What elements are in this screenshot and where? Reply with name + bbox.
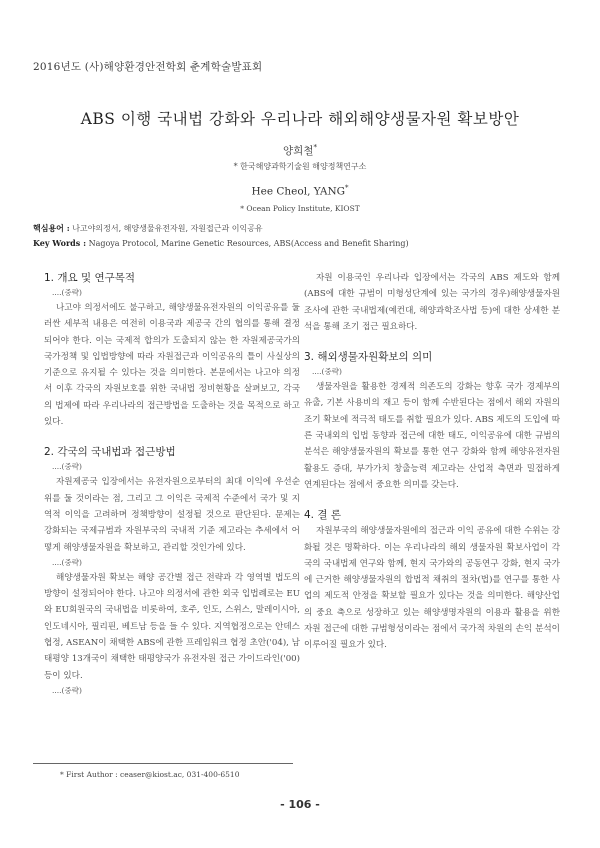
keywords-ko-text: 나고야의정서, 해양생물유전자원, 자원접근과 이익공유 <box>72 224 263 233</box>
section-3-note: ....(중략) <box>312 367 342 377</box>
section-2-note-2: ....(중략) <box>52 557 82 567</box>
keywords-en <box>33 238 409 248</box>
keywords-ko <box>33 223 263 234</box>
section-3-heading: 3. 해외생물자원확보의 의미 <box>304 351 433 364</box>
section-1-note: ....(중략) <box>52 288 82 297</box>
page-number: - 106 - <box>280 798 320 811</box>
section-4-heading: 4. 결 론 <box>304 509 341 522</box>
affiliation-en: * Ocean Policy Institute, KIOST <box>240 204 360 213</box>
left-column <box>44 270 300 698</box>
paper-title: ABS 이행 국내법 강화와 우리나라 해외해양생물자원 확보방안 <box>80 110 520 128</box>
section-2-note-1: ....(중략) <box>52 462 82 472</box>
conference-header: 2016년도 (사)해양환경안전학회 춘계학술발표회 <box>33 61 263 73</box>
section-3-paragraph: 생물자원을 활용한 경제적 의존도의 강화는 향후 국가 경제부의 유출, 기본 사용비의 재고 등이 함께 수반된다는 점에서 해외 자원의 조기 확보에 적극적 태도를 취할 필요가 있다. ABS 제도의 도입에 따른 국내외의 입법 동향과 접근에 대한 태도, 이익공유에 대한 규범의 분석은 해양생물자원의 확보를 통한 연구 강화와 함께 해양유전자원 활용도 증대, 부가가치 창출능력 제고라는 산업적 측면과 밀접하게 연계된다는 점에서 중요한 의미를 갖는다. <box>304 382 560 490</box>
author-name-ko <box>0 143 600 158</box>
author-name-en <box>0 184 600 198</box>
author-mark-en: * <box>345 184 349 192</box>
keywords-en-label: Key Words : <box>33 238 87 248</box>
section-2-note-3: ....(중략) <box>52 685 82 695</box>
affiliation-ko: * 한국해양과학기술원 해양정책연구소 <box>233 162 367 171</box>
author-name-en-text: Hee Cheol, YANG <box>251 185 346 198</box>
section-2-paragraph-2: 해양생물자원 확보는 해양 공간별 접근 전략과 각 영역별 법도의 방향이 설정되어야 한다. 나고야 의정서에 관한 외국 입법례로는 EU와 EU회원국의 국내법을 비롯하여, 호주, 인도, 스위스, 말레이시아, 인도네시아, 필리핀, 베트남 등을 들 수 있다. 지역협정으로는 안데스협정, ASEAN이 채택한 ABS에 관한 프레임워크 협정 초안('04), 남태평양 13개국이 채택한 태평양국가 유전자원 접근 가이드라인('00) 등이 있다. <box>44 572 300 681</box>
keywords-ko-label: 핵심용어 : <box>33 223 70 233</box>
keywords-en-text: Nagoya Protocol, Marine Genetic Resources, ABS(Access and Benefit Sharing) <box>88 239 409 248</box>
footnote: * First Author : ceaser@kiost.ac, 031-400-6510 <box>60 770 240 779</box>
author-mark-ko: * <box>313 143 317 152</box>
section-1-heading: 1. 개요 및 연구목적 <box>44 272 136 284</box>
author-name-ko-text: 양희철 <box>283 145 314 157</box>
section-4-paragraph: 자원부국의 해양생물자원에의 접근과 이익 공유에 대한 수위는 강화될 것은 명확하다. 이는 우리나라의 해외 생물자원 확보사업이 각국의 국내법제 연구와 함께, 현지 국가와의 공동연구 강화, 현지 국가에 근거한 해양생물자원의 합법적 채취의 절차(법)를 연구를 통한 사업의 제도적 안정을 확보할 필요가 있다는 것을 의미한다. 해양산업의 중요 축으로 성장하고 있는 해양생명자원의 이용과 활용을 위한 자원 접근에 대한 규범형성이라는 점에서 국가적 차원의 손익 분석이 이루어질 필요가 있다. <box>304 526 560 651</box>
section-2-heading: 2. 각국의 국내법과 접근방법 <box>44 446 176 459</box>
footnote-divider <box>33 763 293 764</box>
section-2-paragraph-1: 자원제공국 입장에서는 유전자원으로부터의 최대 이익에 우선순위를 둘 것이라는 점, 그리고 그 이익은 국제적 수준에서 국가 및 지역적 이익을 고려하며 정책방향이 설정될 것으로 판단된다. 문제는 강화되는 국제규범과 자원부국의 국내적 기준 제고라는 추세에서 어떻게 해양생물자원을 확보하고, 관리할 것인가에 있다. <box>44 477 300 553</box>
right-column <box>304 270 560 654</box>
right-intro-paragraph: 자원 이용국인 우리나라 입장에서는 각국의 ABS 제도와 함께 (ABS에 대한 규범이 미형성단계에 있는 국가의 경우)해양생물자원 조사에 관한 국내법제(예컨대, 해양과학조사법 등)에 대한 상세한 분석을 통해 조기 접근 필요하다. <box>304 273 560 332</box>
section-1-paragraph: 나고야 의정서에도 불구하고, 해양생물유전자원의 이익공유를 둘러싼 세부적 내용은 여전히 이용국과 제공국 간의 협의를 통해 결정되어야 한다. 이는 국제적 합의가 도출되지 않는 한 자원제공국가의 국가정책 및 입법방향에 따라 자원접근과 이익공유의 틀이 사실상의 기준으로 유지될 수 있다는 것을 의미한다. 본문에서는 나고야 의정서 이후 각국의 자원보호를 위한 국내법 정비현황을 살펴보고, 각국의 법제에 따라 우리나라의 접근방법을 도출하는 것을 목적으로 하고 있다. <box>44 303 300 428</box>
